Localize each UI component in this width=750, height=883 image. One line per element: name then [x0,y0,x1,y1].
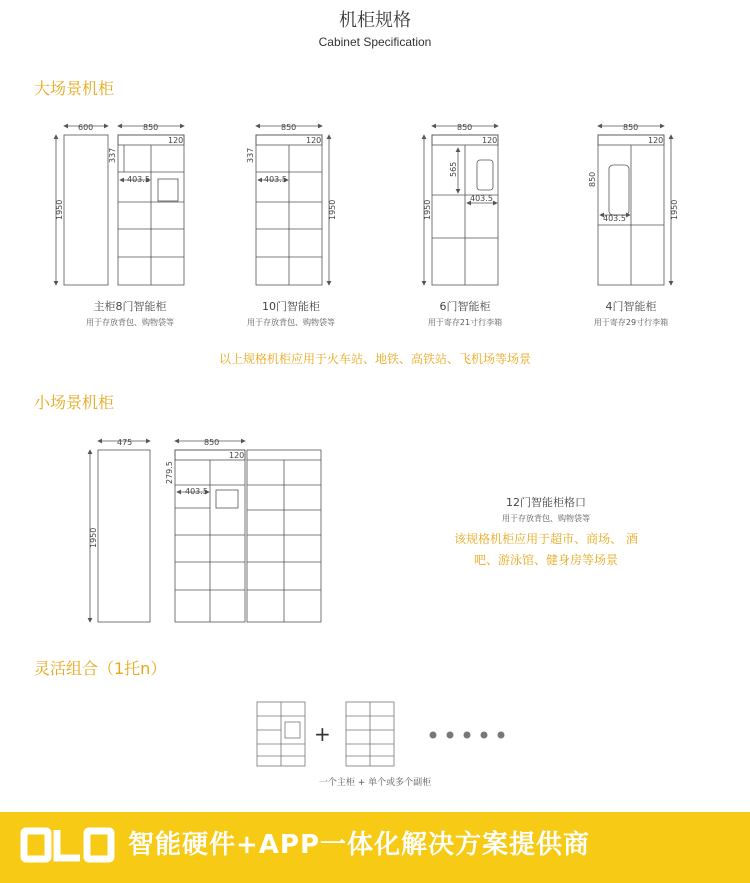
cabinet-name-4: 4门智能柜 [605,300,657,313]
svg-text:337: 337 [246,147,255,163]
svg-text:850: 850 [457,123,473,132]
dot [481,732,488,739]
svg-text:850: 850 [204,438,220,447]
small-cabinet-name: 12门智能柜格口 [506,496,586,509]
cabinet-desc-4: 用于寄存29寸行李箱 [593,318,669,327]
svg-text:1950: 1950 [89,527,98,548]
svg-text:850: 850 [588,171,597,187]
page-title: 机柜规格 [339,10,411,31]
svg-text:403.5: 403.5 [470,194,493,203]
svg-text:120: 120 [168,136,184,145]
svg-text:600: 600 [78,123,94,132]
dot [498,732,505,739]
cabinet-name-2: 10门智能柜 [262,300,320,313]
svg-text:475: 475 [117,438,133,447]
svg-text:403.5: 403.5 [127,175,150,184]
section-small-heading: 小场景机柜 [34,393,115,412]
svg-text:565: 565 [449,161,458,177]
cabinet-name-1: 主柜8门智能柜 [93,300,167,313]
cabinet-desc-1: 用于存放背包、购物袋等 [86,318,174,327]
svg-text:120: 120 [482,136,498,145]
svg-text:1950: 1950 [670,199,679,220]
side-panel [64,135,108,285]
svg-text:1950: 1950 [55,199,64,220]
svg-text:403.5: 403.5 [603,214,626,223]
small-scene-note-line1: 该规格机柜应用于超市、商场、 酒 [454,532,638,546]
cabinet-name-3: 6门智能柜 [439,300,491,313]
svg-text:850: 850 [143,123,159,132]
combo-drawing [240,694,510,774]
svg-text:120: 120 [648,136,664,145]
small-scene-note-line2: 吧、游泳馆、健身房等场景 [473,553,618,567]
combo-caption: 一个主柜 + 单个或多个副柜 [318,778,432,788]
dot [430,732,437,739]
svg-text:850: 850 [623,123,639,132]
svg-text:850: 850 [281,123,297,132]
svg-text:1950: 1950 [423,199,432,220]
dot [464,732,471,739]
svg-text:120: 120 [306,136,322,145]
section-combo-heading: 灵活组合（1托n） [34,659,167,678]
svg-text:403.5: 403.5 [264,175,287,184]
svg-text:1950: 1950 [328,199,337,220]
large-scene-note: 以上规格机柜应用于火车站、地铁、高铁站、飞机场等场景 [218,352,531,366]
large-cabinets-drawing [0,115,750,295]
svg-text:120: 120 [229,451,245,460]
dot [447,732,454,739]
page-subtitle: Cabinet Specification [318,35,432,49]
section-large-heading: 大场景机柜 [34,79,115,98]
svg-text:337: 337 [108,147,117,163]
footer-slogan: 智能硬件+APP一体化解决方案提供商 [128,830,591,860]
cabinet-desc-3: 用于寄存21寸行李箱 [427,318,503,327]
side-panel [98,450,150,622]
svg-text:279.5: 279.5 [165,461,174,484]
cabinet-desc-2: 用于存放背包、购物袋等 [247,318,335,327]
plus-sign: + [314,722,331,746]
svg-text:403.5: 403.5 [185,487,208,496]
small-cabinet-desc: 用于存放背包、购物袋等 [502,514,590,523]
